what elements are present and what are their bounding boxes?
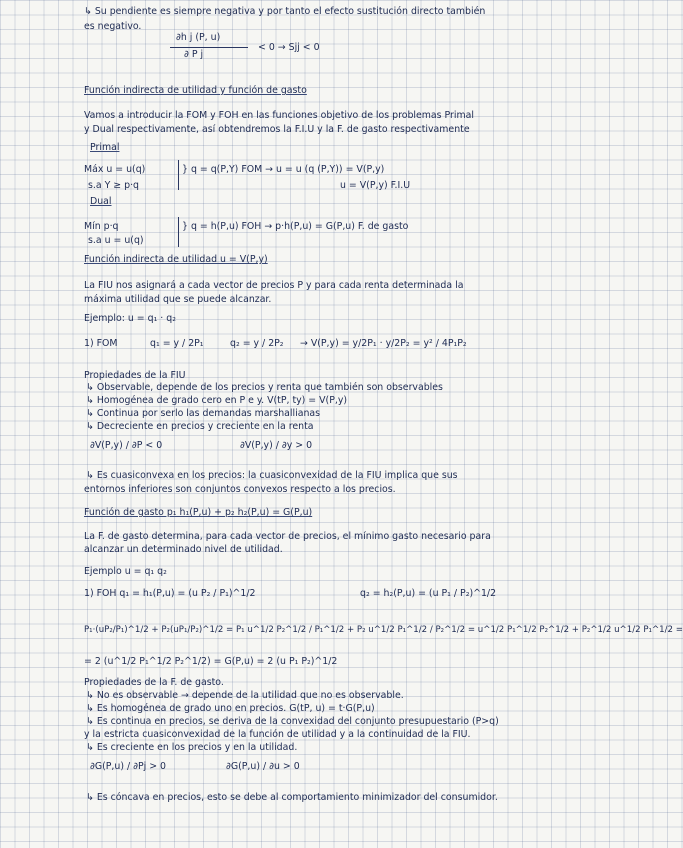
- line-text: 1) FOM: [84, 338, 118, 349]
- text-line: [0, 162, 600, 178]
- line-text: La F. de gasto determina, para cada vector de precios, el mínimo gasto necesario para: [84, 531, 491, 542]
- line-text: ↳ No es observable → depende de la utilidad que no es observable.: [86, 690, 404, 701]
- line-text: ↳ Observable, depende de los precios y renta que también son observables: [86, 382, 443, 393]
- line-text: ↳ Es cuasiconvexa en los precios: la cuasiconvexidad de la FIU implica que sus: [86, 470, 458, 481]
- line-text: ↳ Su pendiente es siempre negativa y por tanto el efecto sustitución directo también: [84, 6, 486, 17]
- text-line: [0, 311, 600, 327]
- line-text: máxima utilidad que se puede alcanzar.: [84, 294, 272, 305]
- section-heading: [0, 252, 600, 268]
- section-heading: [0, 83, 600, 99]
- text-line: [0, 19, 600, 35]
- line-text: Propiedades de la FIU: [84, 370, 186, 381]
- line-text: ↳ Homogénea de grado cero en P e y. V(tP, ty) = V(P,y): [86, 395, 348, 406]
- line-text: P₁·(uP₂/P₁)^1/2 + P₂(uP₁/P₂)^1/2 = P₁ u^1/2 P₂^1/2 / P₁^1/2 + P₂ u^1/2 P₁^1/2 / P₂^1/2 = u^1/2 P₁^1/2 P₂^1/2 + P₂^1/2 u^1/2 P₁^1/2 =: [84, 625, 683, 635]
- line-text: entornos inferiores son conjuntos convexos respecto a los precios.: [84, 484, 396, 495]
- line-text: ∂V(P,y) / ∂P < 0: [90, 440, 163, 451]
- fraction-numerator: ∂h j (P, u): [176, 32, 221, 43]
- text-line: [0, 194, 600, 210]
- line-text: s.a Y ≥ p·q: [88, 180, 140, 191]
- line-text: Propiedades de la F. de gasto.: [84, 677, 224, 688]
- line-text: q₁ = y / 2P₁: [150, 338, 204, 349]
- line-text: q₂ = y / 2P₂: [230, 338, 284, 349]
- line-text: ∂G(P,u) / ∂u > 0: [226, 761, 300, 772]
- heading-text: Función de gasto p₁ h₁(P,u) + p₂ h₂(P,u) = G(P,u): [84, 507, 313, 518]
- text-line: [0, 482, 600, 498]
- line-text: y la estricta cuasiconvexidad de la función de utilidad y a la continuidad de la FIU.: [84, 729, 471, 740]
- text-line: [0, 4, 600, 20]
- line-text: ↳ Decreciente en precios y creciente en la renta: [86, 421, 314, 432]
- line-text: ↳ Es creciente en los precios y en la utilidad.: [86, 742, 298, 753]
- text-line: [0, 233, 600, 249]
- line-text: } q = h(P,u) FOH → p·h(P,u) = G(P,u) F. de gasto: [182, 221, 409, 232]
- line-text: = 2 (u^1/2 P₁^1/2 P₂^1/2) = G(P,u) = 2 (u P₁ P₂)^1/2: [84, 656, 338, 667]
- brace-line: [178, 217, 179, 247]
- line-text: ↳ Continua por serlo las demandas marshallianas: [86, 408, 321, 419]
- text-line: [0, 140, 600, 156]
- text-line: [0, 122, 600, 138]
- line-text: La FIU nos asignará a cada vector de precios P y para cada renta determinada la: [84, 280, 464, 291]
- text-line: [0, 178, 600, 194]
- line-text: Ejemplo u = q₁ q₂: [84, 566, 167, 577]
- text-line: [0, 336, 600, 352]
- fraction-denominator: ∂ P j: [184, 49, 204, 60]
- text-line: [0, 790, 600, 806]
- text-line: [0, 564, 600, 580]
- line-text: ↳ Es homogénea de grado uno en precios. G(tP, u) = t·G(P,u): [86, 703, 375, 714]
- text-line: [0, 586, 600, 602]
- line-text: 1) FOH q₁ = h₁(P,u) = (u P₂ / P₁)^1/2: [84, 588, 256, 599]
- text-line: [0, 40, 600, 56]
- text-line: [0, 292, 600, 308]
- line-text: ∂V(P,y) / ∂y > 0: [240, 440, 313, 451]
- line-text: < 0 → Sjj < 0: [258, 42, 320, 53]
- line-text: Dual: [90, 196, 112, 207]
- line-text: → V(P,y) = y/2P₁ · y/2P₂ = y² / 4P₁P₂: [300, 338, 467, 349]
- line-text: Mín p·q: [84, 221, 119, 232]
- line-text: Vamos a introducir la FOM y FOH en las funciones objetivo de los problemas Primal: [84, 110, 474, 121]
- line-text: u = V(P,y) F.I.U: [340, 180, 411, 191]
- line-text: es negativo.: [84, 21, 142, 32]
- line-text: ↳ Es continua en precios, se deriva de la convexidad del conjunto presupuestario (P>q): [86, 716, 499, 727]
- text-line: [0, 654, 600, 670]
- text-line: [0, 740, 600, 756]
- text-line: [0, 542, 600, 558]
- line-text: s.a u = u(q): [88, 235, 144, 246]
- line-text: Máx u = u(q): [84, 164, 146, 175]
- line-text: Ejemplo: u = q₁ · q₂: [84, 313, 176, 324]
- line-text: Primal: [90, 142, 120, 153]
- line-text: ↳ Es cóncava en precios, esto se debe al comportamiento minimizador del consumidor.: [86, 792, 498, 803]
- text-line: [0, 759, 600, 775]
- text-line: [0, 438, 600, 454]
- heading-text: Función indirecta de utilidad u = V(P,y): [84, 254, 268, 265]
- line-text: q₂ = h₂(P,u) = (u P₁ / P₂)^1/2: [360, 588, 497, 599]
- section-heading: [0, 505, 600, 521]
- text-line: [0, 622, 683, 638]
- line-text: } q = q(P,Y) FOM → u = u (q (P,Y)) = V(P,y): [182, 164, 385, 175]
- line-text: alcanzar un determinado nivel de utilidad.: [84, 544, 283, 555]
- heading-text: Función indirecta de utilidad y función de gasto: [84, 85, 307, 96]
- line-text: y Dual respectivamente, así obtendremos la F.I.U y la F. de gasto respectivamente: [84, 124, 470, 135]
- brace-line: [178, 160, 179, 190]
- text-line: [0, 419, 600, 435]
- line-text: ∂G(P,u) / ∂Pj > 0: [90, 761, 167, 772]
